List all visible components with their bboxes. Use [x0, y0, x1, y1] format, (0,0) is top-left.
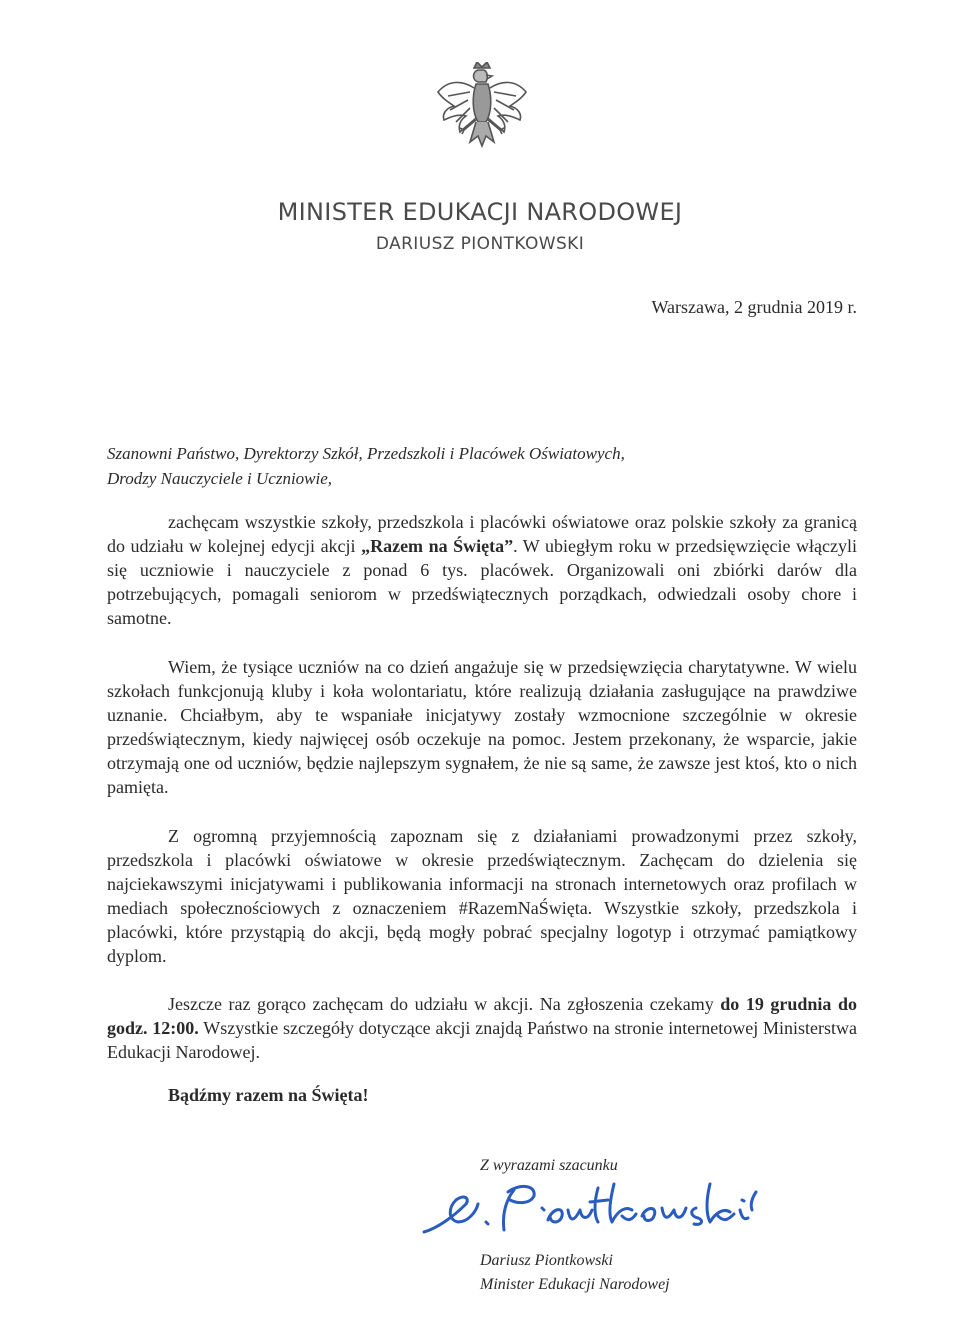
signatory-title: Minister Edukacji Narodowej: [480, 1276, 670, 1293]
paragraph-2-text: Wiem, że tysiące uczniów na co dzień angażuje się w przedsięwzięcia charytatywne. W wielu szkołach funkcjonują kluby i koła wolontariatu, które realizują działania zasługujące na prawdziwe uznanie. Chciałbym, aby te wspaniałe inicjatywy zostały wzmocnione szczególnie w okresie przedświątecznym, kiedy najwięcej osób oczekuje na pomoc. Jestem przekonany, że wsparcie, jakie otrzymają one od uczniów, będzie najlepszym sygnałem, że nie są same, że zawsze jest ktoś, kto o nich pamięta.: [107, 657, 857, 797]
closing-line: Bądźmy razem na Święta!: [168, 1085, 369, 1105]
paragraph-4-text-b: Wszystkie szczegóły dotyczące akcji znajdą Państwo na stronie internetowej Ministerstwa Edukacji Narodowej.: [107, 1018, 858, 1062]
paragraph-4-text-a: Jeszcze raz gorąco zachęcam do udziału w akcji. Na zgłoszenia czekamy: [168, 994, 721, 1014]
paragraph-3-text: Z ogromną przyjemnością zapoznam się z działaniami prowadzonymi przez szkoły, przedszkola i placówki oświatowe w okresie przedświątecznym. Zachęcam do dzielenia się najciekawszymi inicjatywami i publikowania informacji na stronach internetowych oraz profilach w mediach społecznościowych z oznaczeniem #RazemNaŚwięta. Wszystkie szkoły, przedszkola i placówki, które przystąpią do akcji, będą mogły pobrać specjalny logotyp i otrzymać pamiątkowy dyplom.: [107, 826, 857, 966]
letter-date: Warszawa, 2 grudnia 2019 r.: [651, 297, 857, 317]
paragraph-1-text-a: zachęcam wszystkie szkoły, przedszkola i placówki oświatowe oraz polskie szkoły za granicą do udziału w kolejnej edycji akcji: [107, 512, 857, 556]
paragraph-1-text-b: . W ubiegłym roku w przedsięwzięcie włączyli się uczniowie i nauczyciele z ponad 6 tys. placówek. Organizowali oni zbiórki darów dla potrzebujących, pomagali seniorom w przedświątecznych porządkach, odwiedzali osoby chore i samotne.: [107, 536, 857, 628]
handwritten-signature: [418, 1170, 778, 1250]
signatory-name: Dariusz Piontkowski: [480, 1252, 613, 1269]
salutation-line-2: Drodzy Nauczyciele i Uczniowie,: [107, 469, 333, 488]
regards-line: Z wyrazami szacunku: [480, 1157, 618, 1174]
salutation-line-1: Szanowni Państwo, Dyrektorzy Szkół, Przedszkoli i Placówek Oświatowych,: [107, 444, 625, 463]
paragraph-4: [107, 992, 857, 1064]
deadline: do 19 grudnia do godz. 12:00.: [107, 994, 857, 1038]
minister-name-heading: DARIUSZ PIONTKOWSKI: [375, 234, 585, 254]
paragraph-3: [107, 824, 857, 968]
campaign-name: „Razem na Święta”: [361, 536, 514, 556]
salutation: [107, 441, 867, 491]
paragraph-1: [107, 510, 857, 630]
paragraph-2: [107, 655, 857, 799]
ministry-title: MINISTER EDUKACJI NARODOWEJ: [277, 198, 683, 226]
polish-eagle-icon: [434, 62, 530, 162]
